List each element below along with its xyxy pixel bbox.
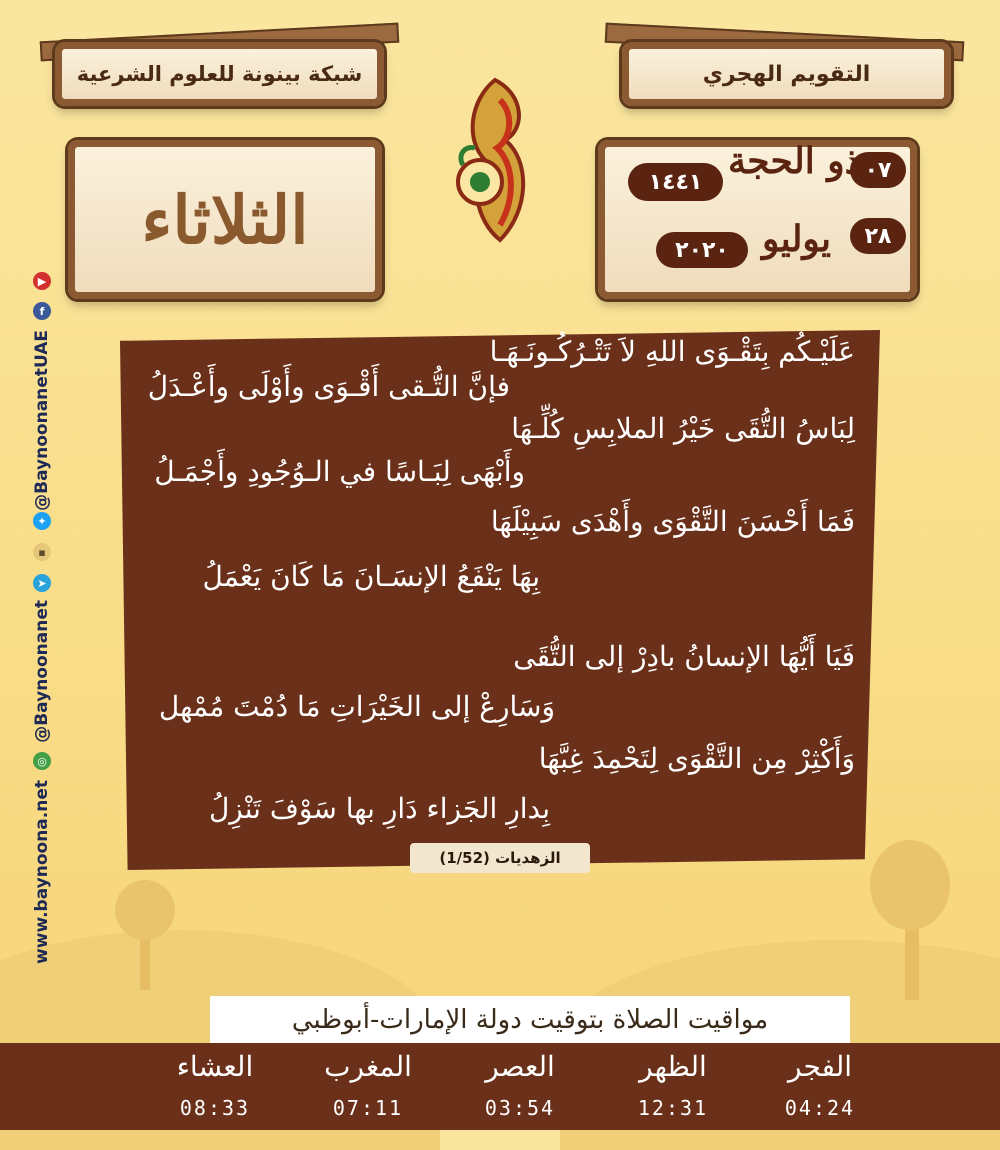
handle[interactable]: @Baynoonanet	[32, 600, 52, 743]
verse-1: عَلَيْـكُم بِتَقْـوَى اللهِ لاَ تَتْـرُكُـونَـهَـا	[489, 335, 855, 368]
prayer-name-isha: العشاء	[176, 1050, 254, 1083]
prayer-time-isha: 08:33	[179, 1096, 251, 1120]
telegram-icon[interactable]: ➤	[33, 574, 51, 592]
handle-uae[interactable]: @BaynoonanetUAE	[32, 330, 52, 511]
verse-3: لِبَاسُ التُّقَى خَيْرُ الملابِسِ كُلِّـهَا	[511, 412, 855, 445]
prayer-name-maghrib: المغرب	[324, 1050, 412, 1083]
verse-7: فَيَا أَيُّهَا الإنسانُ بادِرْ إلى التُّقَى	[513, 640, 855, 673]
verse-5: فَمَا أَحْسَنَ التَّقْوَى وأَهْدَى سَبِيْلَهَا	[490, 505, 855, 538]
verse-10: بِدارِ الجَزاء دَارِ بها سَوْفَ تَنْزِلُ	[208, 792, 550, 825]
hijri-year: ١٤٤١	[648, 169, 703, 195]
youtube-icon[interactable]: ▶	[33, 272, 51, 290]
verse-2: فإنَّ التُّـقى أَقْـوَى وأَوْلَى وأَعْـدَلُ	[147, 370, 510, 403]
baynoona-logo	[445, 70, 545, 250]
site-name-board	[55, 42, 384, 106]
site-name: شبكة بينونة للعلوم الشرعية	[76, 62, 363, 86]
background-tree	[115, 880, 175, 940]
greg-day: ٢٨	[864, 223, 892, 249]
greg-year: ٢٠٢٠	[675, 237, 729, 263]
prayer-name-dhuhr: الظهر	[639, 1050, 707, 1083]
prayer-time-fajr: 04:24	[784, 1096, 856, 1120]
twitter-icon[interactable]: ✦	[33, 512, 51, 530]
greg-day-pill	[850, 218, 906, 254]
poem-source: الزهديات (1/52)	[410, 843, 590, 873]
greg-month: يوليو	[762, 218, 832, 260]
verse-9: وَأَكْثِرْ مِن التَّقْوَى لِتَحْمِدَ غِبَّهَا	[538, 742, 855, 775]
facebook-icon[interactable]: f	[33, 302, 51, 320]
prayer-time-maghrib: 07:11	[332, 1096, 404, 1120]
verse-4: وأَبْهَى لِبَـاسًا في الـوُجُودِ وأَجْمَـلُ	[154, 455, 525, 488]
website[interactable]: www.baynoona.net	[32, 780, 52, 964]
prayer-time-asr: 03:54	[484, 1096, 556, 1120]
web-icon[interactable]: ◎	[33, 752, 51, 770]
hijri-year-pill	[628, 163, 723, 201]
background-tree	[870, 840, 950, 930]
verse-6: بِهَا يَنْفَعُ الإنسَـانَ مَا كَانَ يَعْمَلُ	[202, 560, 540, 593]
greg-year-pill	[656, 232, 748, 268]
poem-panel	[120, 330, 880, 870]
verse-8: وَسَارِعْ إلى الخَيْرَاتِ مَا دُمْتَ مُمْهل	[158, 690, 555, 723]
hijri-month: ذو الحجة	[728, 140, 861, 182]
prayer-header: مواقيت الصلاة بتوقيت دولة الإمارات-أبوظبي	[210, 996, 850, 1044]
calendar-title-board	[622, 42, 951, 106]
calendar-title: التقويم الهجري	[702, 61, 871, 87]
prayer-name-fajr: الفجر	[788, 1050, 852, 1083]
channel-icon[interactable]: ▪	[33, 543, 51, 561]
day-name: الثلاثاء	[141, 180, 309, 259]
prayer-time-dhuhr: 12:31	[637, 1096, 709, 1120]
day-name-board	[68, 140, 382, 299]
hijri-day: ٠٧	[864, 157, 892, 183]
prayer-name-asr: العصر	[485, 1050, 555, 1083]
